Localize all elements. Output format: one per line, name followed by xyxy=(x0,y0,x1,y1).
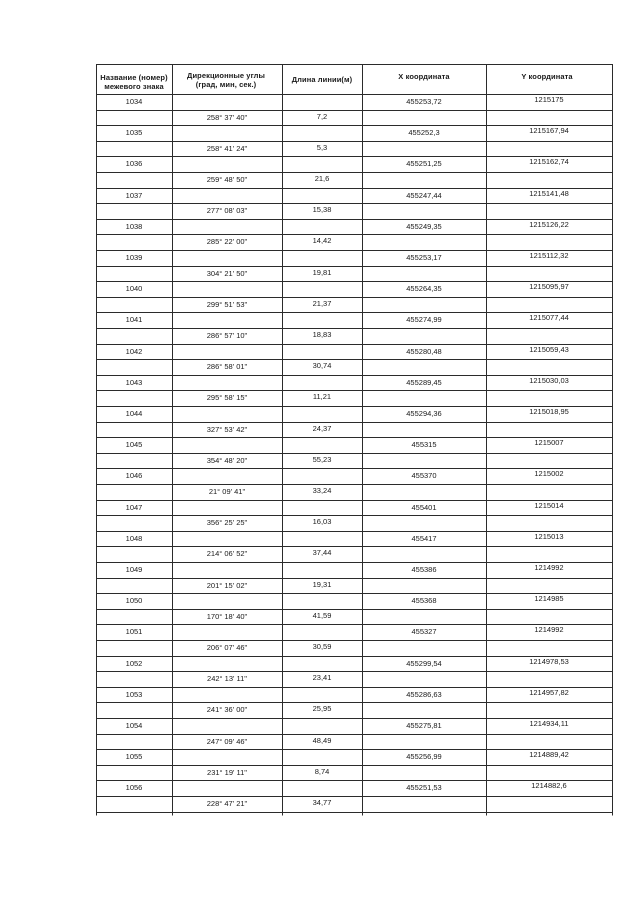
y-coordinate: 1215112,32 xyxy=(529,251,569,260)
x-coordinate: 455256,99 xyxy=(406,752,442,762)
point-name: 1050 xyxy=(125,596,143,606)
direction-angle: 21° 09' 41" xyxy=(208,487,246,496)
point-name: 1053 xyxy=(125,689,143,699)
y-coordinate: 1215162,74 xyxy=(529,157,569,167)
header-length: Длина линии(м) xyxy=(291,75,353,84)
x-coordinate: 455294,36 xyxy=(406,409,442,418)
direction-angle: 304° 21' 50" xyxy=(206,268,248,278)
line-length: 15,38 xyxy=(312,205,332,215)
direction-angle: 201° 15' 02" xyxy=(206,580,248,590)
point-name: 1038 xyxy=(125,221,143,231)
line-length: 25,95 xyxy=(312,704,332,714)
y-coordinate: 1214957,82 xyxy=(529,687,569,697)
direction-angle: 356° 25' 25" xyxy=(206,518,248,528)
y-coordinate: 1215175 xyxy=(534,95,564,104)
line-length: 48,49 xyxy=(312,735,332,745)
direction-angle: 299° 51' 53" xyxy=(206,299,248,309)
direction-angle: 231° 19' 11" xyxy=(207,767,247,777)
line-length: 18,83 xyxy=(312,330,332,339)
point-name: 1041 xyxy=(125,315,143,325)
point-name: 1047 xyxy=(125,502,143,512)
y-coordinate: 1215013 xyxy=(534,531,564,541)
point-name: 1046 xyxy=(125,471,143,481)
point-name: 1051 xyxy=(125,627,143,637)
x-coordinate: 455249,35 xyxy=(406,221,442,231)
line-length: 24,37 xyxy=(312,423,332,433)
x-coordinate: 455368 xyxy=(411,596,437,606)
x-coordinate: 455253,17 xyxy=(406,253,442,262)
line-length: 11,21 xyxy=(312,392,332,402)
line-length: 23,41 xyxy=(312,673,332,683)
x-coordinate: 455247,44 xyxy=(406,190,442,200)
point-name: 1040 xyxy=(125,284,143,294)
line-length: 30,59 xyxy=(312,642,332,651)
line-length: 8,74 xyxy=(314,766,330,776)
direction-angle: 247° 09' 46" xyxy=(206,736,248,746)
line-length: 33,24 xyxy=(312,486,332,495)
line-length: 30,74 xyxy=(312,361,332,371)
line-length: 21,37 xyxy=(312,298,332,308)
y-coordinate: 1215030,03 xyxy=(529,375,569,385)
direction-angle: 206° 07' 46" xyxy=(206,643,248,652)
point-name: 1042 xyxy=(125,346,143,356)
y-coordinate: 1215059,43 xyxy=(529,344,569,354)
y-coordinate: 1215095,97 xyxy=(529,282,569,292)
direction-angle: 286° 57' 10" xyxy=(206,331,248,340)
y-coordinate: 1215167,94 xyxy=(529,126,569,136)
direction-angle: 295° 58' 15" xyxy=(206,393,248,403)
x-coordinate: 455253,72 xyxy=(406,97,442,106)
direction-angle: 228° 47' 21" xyxy=(206,799,248,808)
direction-angle: 277° 08' 03" xyxy=(206,206,248,216)
line-length: 7,2 xyxy=(316,111,328,121)
line-length: 55,23 xyxy=(312,454,332,464)
point-name: 1052 xyxy=(125,658,143,668)
line-length: 5,3 xyxy=(316,142,328,152)
line-length: 21,6 xyxy=(314,174,330,183)
direction-angle: 285° 22' 00" xyxy=(206,237,248,247)
line-length: 34,77 xyxy=(312,798,332,807)
y-coordinate: 1215014 xyxy=(534,500,564,510)
direction-angle: 354° 48' 20" xyxy=(206,455,248,465)
y-coordinate: 1215007 xyxy=(534,438,564,448)
direction-angle: 170° 18' 40" xyxy=(206,611,248,621)
direction-angle: 286° 58' 01" xyxy=(206,362,248,372)
header-angle: Дирекционные углы (град, мин, сек.) xyxy=(187,71,265,89)
x-coordinate: 455315 xyxy=(411,440,437,450)
x-coordinate: 455275,81 xyxy=(406,721,442,730)
point-name: 1048 xyxy=(125,533,143,543)
direction-angle: 242° 13' 11" xyxy=(207,674,247,684)
point-name: 1043 xyxy=(125,377,143,387)
x-coordinate: 455264,35 xyxy=(406,284,442,294)
point-name: 1036 xyxy=(125,159,143,169)
direction-angle: 258° 41' 24" xyxy=(206,143,248,153)
point-name: 1054 xyxy=(125,721,143,730)
direction-angle: 259° 48' 50" xyxy=(206,175,248,184)
direction-angle: 327° 53' 42" xyxy=(206,424,248,434)
point-name: 1039 xyxy=(125,253,143,262)
y-coordinate: 1215126,22 xyxy=(529,219,569,229)
y-coordinate: 1214992 xyxy=(534,625,564,635)
x-coordinate: 455274,99 xyxy=(406,315,442,325)
line-length: 37,44 xyxy=(312,548,332,558)
point-name: 1056 xyxy=(125,783,143,793)
line-length: 41,59 xyxy=(312,610,332,620)
point-name: 1044 xyxy=(125,409,143,418)
x-coordinate: 455386 xyxy=(411,565,437,574)
point-name: 1035 xyxy=(125,128,143,138)
y-coordinate: 1215018,95 xyxy=(529,407,569,416)
y-coordinate: 1215141,48 xyxy=(529,188,569,198)
y-coordinate: 1214882,6 xyxy=(531,781,567,791)
point-name: 1049 xyxy=(125,565,143,574)
x-coordinate: 455251,25 xyxy=(406,159,442,169)
y-coordinate: 1215077,44 xyxy=(529,313,569,323)
point-name: 1045 xyxy=(125,440,143,450)
y-coordinate: 1214992 xyxy=(534,563,564,572)
x-coordinate: 455286,63 xyxy=(406,689,442,699)
direction-angle: 214° 06' 52" xyxy=(206,549,248,559)
line-length: 16,03 xyxy=(312,517,332,527)
y-coordinate: 1214934,11 xyxy=(529,719,569,728)
direction-angle: 258° 37' 40" xyxy=(206,112,248,122)
point-name: 1055 xyxy=(125,752,143,762)
y-coordinate: 1214985 xyxy=(534,594,564,604)
header-name: Название (номер) межевого знака xyxy=(100,73,168,91)
y-coordinate: 1214889,42 xyxy=(529,750,569,760)
line-length: 19,81 xyxy=(312,267,332,277)
line-length: 19,31 xyxy=(312,579,332,589)
header-y: Y координата xyxy=(521,72,573,81)
y-coordinate: 1215002 xyxy=(534,469,564,479)
x-coordinate: 455280,48 xyxy=(406,346,442,356)
x-coordinate: 455417 xyxy=(411,533,437,543)
direction-angle: 241° 36' 00" xyxy=(206,705,248,715)
x-coordinate: 455299,54 xyxy=(406,658,442,668)
line-length: 14,42 xyxy=(312,236,332,246)
header-x: X координата xyxy=(398,72,450,81)
x-coordinate: 455289,45 xyxy=(406,377,442,387)
x-coordinate: 455252,3 xyxy=(408,128,440,138)
y-coordinate: 1214978,53 xyxy=(529,656,569,666)
x-coordinate: 455251,53 xyxy=(406,783,442,793)
x-coordinate: 455370 xyxy=(411,471,437,481)
point-name: 1037 xyxy=(125,190,143,200)
x-coordinate: 455327 xyxy=(411,627,437,637)
point-name: 1034 xyxy=(125,97,143,106)
x-coordinate: 455401 xyxy=(411,502,437,512)
